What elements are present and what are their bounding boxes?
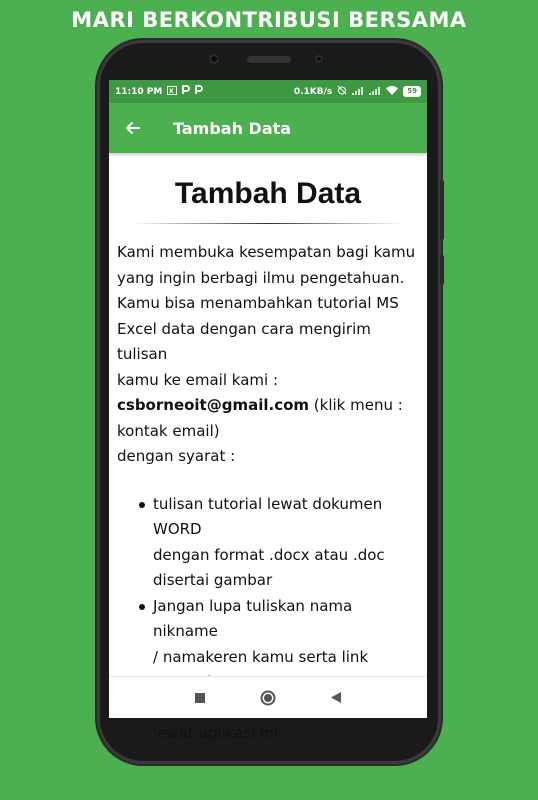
network-speed: 0.1KB/s: [293, 86, 333, 97]
svg-text:X: X: [169, 87, 174, 95]
requirements-intro: dengan syarat :: [117, 447, 236, 465]
list-item: [153, 594, 419, 747]
status-bar: [109, 80, 427, 103]
phone-screen: [109, 80, 427, 742]
list-item-line: / namakeren kamu serta link: [153, 647, 369, 666]
triangle-back-icon[interactable]: [327, 689, 345, 707]
status-time: 11:10 PM: [115, 86, 163, 97]
wifi-icon: [386, 86, 398, 98]
app-bar: [109, 103, 427, 153]
list-item: [153, 492, 419, 594]
arrow-left-icon[interactable]: [123, 118, 143, 138]
title-divider: [131, 223, 405, 224]
parking-icon: [195, 85, 203, 98]
list-item-line: lewat aplikasi ini: [153, 724, 278, 742]
circle-home-icon[interactable]: [259, 689, 277, 707]
sensor-dot: [315, 55, 323, 63]
phone-frame: [97, 40, 441, 764]
power-button: [440, 255, 444, 285]
system-nav-bar: [109, 676, 427, 718]
paragraph-line: kamu ke email kami :: [117, 370, 279, 389]
email-note-line: kontak email): [117, 421, 220, 440]
paragraph-line: Kami membuka kesempatan bagi kamu: [117, 243, 416, 261]
email-address[interactable]: csborneoit@gmail.com: [117, 396, 310, 414]
front-camera: [209, 54, 219, 64]
alarm-off-icon: [337, 85, 347, 98]
content-area: [109, 177, 427, 747]
email-note: (klik menu :: [309, 396, 403, 414]
list-item-line: tulisan tutorial lewat dokumen WORD: [153, 494, 383, 538]
battery-icon: 59: [403, 86, 421, 97]
square-recents-icon[interactable]: [191, 689, 209, 707]
signal-icon: [369, 86, 381, 98]
signal-icon: [352, 86, 364, 98]
paragraph-line: Excel data dengan cara mengirim tulisan: [117, 319, 371, 363]
list-item-line: disertai gambar: [153, 571, 273, 589]
email-line: [117, 393, 419, 419]
page-title: Tambah Data: [174, 177, 362, 210]
excel-icon: [167, 86, 177, 98]
app-bar-title: Tambah Data: [173, 118, 292, 138]
list-item-line: dengan format .docx atau .doc: [153, 545, 385, 564]
paragraph-line: yang ingin berbagi ilmu pengetahuan.: [117, 268, 405, 287]
parking-icon: [182, 85, 190, 98]
promo-headline: MARI BERKONTRIBUSI BERSAMA: [71, 8, 467, 32]
list-item-line: Jangan lupa tuliskan nama nikname: [153, 596, 353, 640]
paragraph-line: Kamu bisa menambahkan tutorial MS: [117, 294, 399, 312]
earpiece-speaker: [247, 56, 291, 63]
intro-paragraph: [117, 240, 419, 470]
volume-button: [440, 180, 444, 240]
